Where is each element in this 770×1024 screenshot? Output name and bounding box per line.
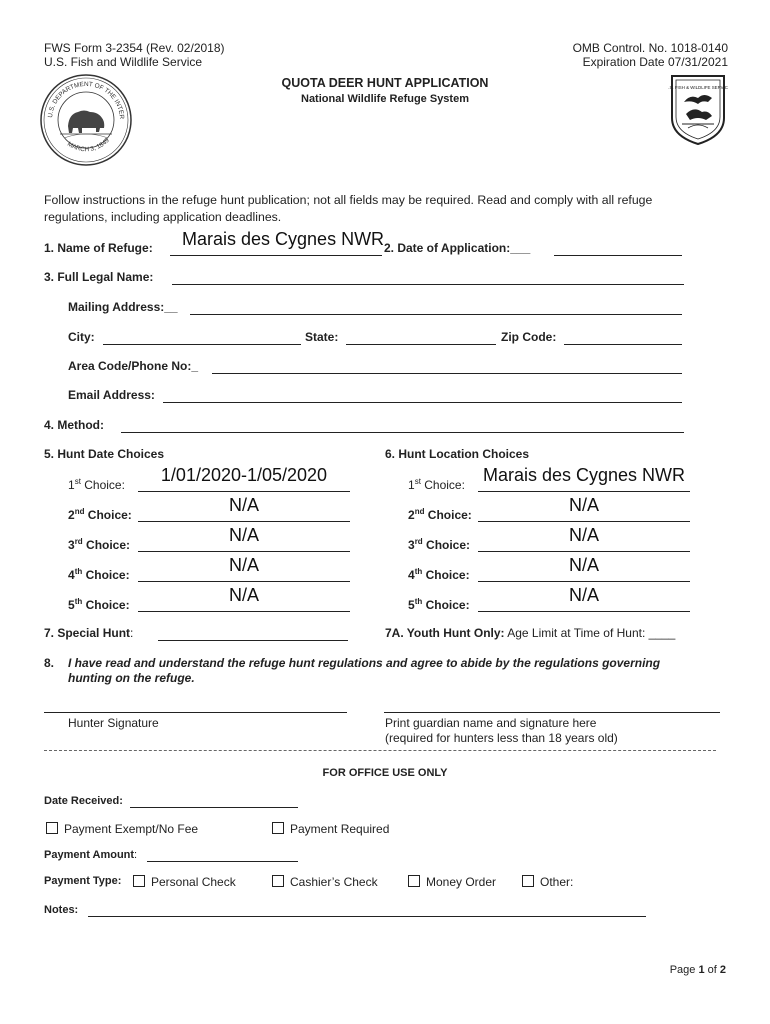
svg-text:U.S. DEPARTMENT OF THE INTERIO: U.S. DEPARTMENT OF THE INTER: [47, 80, 126, 120]
hunt-date-choice-value: N/A: [228, 525, 259, 545]
full-legal-name-label: 3. Full Legal Name:: [44, 270, 154, 284]
state-field[interactable]: [346, 330, 496, 345]
mailing-address-label: Mailing Address:__: [68, 300, 178, 314]
form-subtitle: National Wildlife Refuge System: [301, 93, 469, 105]
payment-required-checkbox[interactable]: [272, 822, 284, 834]
doi-seal: [38, 72, 134, 168]
other-option[interactable]: Other:: [522, 875, 573, 889]
svg-text:MARCH 3, 1849: MARCH 3, 1849: [65, 137, 111, 154]
cashiers-check-option[interactable]: Cashier’s Check: [272, 875, 378, 889]
guardian-label-line-1: Print guardian name and signature here: [385, 716, 597, 730]
hunt-location-choice-label: 4th Choice:: [408, 567, 470, 582]
hunter-signature-label: Hunter Signature: [68, 716, 159, 730]
agency-name: U.S. Fish and Wildlife Service: [44, 55, 203, 69]
state-label: State:: [305, 330, 339, 344]
email-field[interactable]: [163, 388, 682, 403]
zip-label: Zip Code:: [501, 330, 557, 344]
hunt-location-choice-value: N/A: [568, 495, 599, 515]
notes-field[interactable]: [88, 904, 646, 917]
instructions-line-1: Follow instructions in the refuge hunt publication; not all fields may be required. Read and comply with all refuge: [44, 193, 653, 207]
personal-check-checkbox[interactable]: [133, 875, 145, 887]
refuge-name-value: Marais des Cygnes NWR: [182, 229, 385, 249]
zip-field[interactable]: [564, 330, 682, 345]
money-order-checkbox[interactable]: [408, 875, 420, 887]
payment-exempt-checkbox[interactable]: [46, 822, 58, 834]
q8-statement-line-2: hunting on the refuge.: [68, 671, 195, 685]
phone-label: Area Code/Phone No:_: [68, 359, 199, 373]
hunt-date-choice-value: N/A: [228, 495, 259, 515]
payment-required-option[interactable]: Payment Required: [272, 822, 389, 836]
phone-field[interactable]: [212, 359, 682, 374]
office-separator: [44, 750, 716, 751]
office-use-heading: FOR OFFICE USE ONLY: [322, 767, 448, 779]
form-title: QUOTA DEER HUNT APPLICATION: [281, 76, 489, 90]
money-order-option[interactable]: Money Order: [408, 875, 496, 889]
payment-amount-label: Payment Amount:: [44, 849, 138, 861]
hunt-date-choice-label: 5th Choice:: [68, 597, 130, 612]
guardian-signature-field[interactable]: [384, 700, 720, 713]
hunt-date-choice-label: 1st Choice:: [68, 477, 125, 492]
city-label: City:: [68, 330, 95, 344]
hunt-date-choice-label: 3rd Choice:: [68, 537, 131, 552]
date-received-label: Date Received:: [44, 795, 123, 807]
instructions-line-2: regulations, including application deadlines.: [44, 210, 282, 224]
hunt-location-choice-value: N/A: [568, 555, 599, 575]
hunt-location-choice-label: 5th Choice:: [408, 597, 470, 612]
date-received-field[interactable]: [130, 795, 298, 808]
payment-exempt-option[interactable]: Payment Exempt/No Fee: [46, 822, 198, 836]
fws-logo: [668, 72, 728, 146]
hunt-date-choice-value: N/A: [228, 585, 259, 605]
page-number: Page 1 of 2: [669, 964, 726, 976]
date-application-field[interactable]: [554, 241, 682, 256]
hunt-location-choice-value: N/A: [568, 525, 599, 545]
expiration-date: Expiration Date 07/31/2021: [582, 55, 728, 69]
hunt-date-heading: 5. Hunt Date Choices: [44, 447, 165, 461]
youth-hunt-label: 7A. Youth Hunt Only: Age Limit at Time of Hunt: ____: [385, 626, 676, 640]
hunt-date-choice-label: 4th Choice:: [68, 567, 130, 582]
payment-amount-field[interactable]: [147, 849, 298, 862]
hunt-location-choice-label: 3rd Choice:: [408, 537, 471, 552]
hunt-location-choice-label: 2nd Choice:: [408, 507, 472, 522]
special-hunt-field[interactable]: [158, 626, 348, 641]
guardian-label-line-2: (required for hunters less than 18 years old): [385, 731, 618, 745]
hunt-location-choice-value: Marais des Cygnes NWR: [482, 465, 686, 485]
omb-control: OMB Control. No. 1018-0140: [572, 41, 728, 55]
method-label: 4. Method:: [44, 418, 104, 432]
personal-check-option[interactable]: Personal Check: [133, 875, 236, 889]
q8-statement-line-1: I have read and understand the refuge hunt regulations and agree to abide by the regulations governing: [68, 656, 661, 670]
refuge-name-label: 1. Name of Refuge:: [44, 241, 153, 255]
mailing-address-field[interactable]: [190, 300, 682, 315]
other-checkbox[interactable]: [522, 875, 534, 887]
svg-text:U.S. FISH & WILDLIFE SERVICE: U.S. FISH & WILDLIFE SERVICE: [668, 85, 728, 90]
notes-label: Notes:: [44, 904, 79, 916]
city-field[interactable]: [103, 330, 301, 345]
hunt-location-choice-value: N/A: [568, 585, 599, 605]
hunt-location-heading: 6. Hunt Location Choices: [385, 447, 530, 461]
q8-number: 8.: [44, 656, 55, 670]
hunt-date-choice-value: N/A: [228, 555, 259, 575]
hunt-location-choice-label: 1st Choice:: [408, 477, 465, 492]
payment-type-label: Payment Type:: [44, 875, 122, 887]
hunt-date-choice-label: 2nd Choice:: [68, 507, 132, 522]
special-hunt-label: 7. Special Hunt:: [44, 626, 134, 640]
cashiers-check-checkbox[interactable]: [272, 875, 284, 887]
hunt-date-choice-value: 1/01/2020-1/05/2020: [160, 465, 328, 485]
date-application-label: 2. Date of Application:___: [384, 241, 531, 255]
form-number: FWS Form 3-2354 (Rev. 02/2018): [44, 41, 225, 55]
method-field[interactable]: [121, 418, 684, 433]
email-label: Email Address:: [68, 388, 155, 402]
hunter-signature-field[interactable]: [44, 700, 347, 713]
full-legal-name-field[interactable]: [172, 270, 684, 285]
